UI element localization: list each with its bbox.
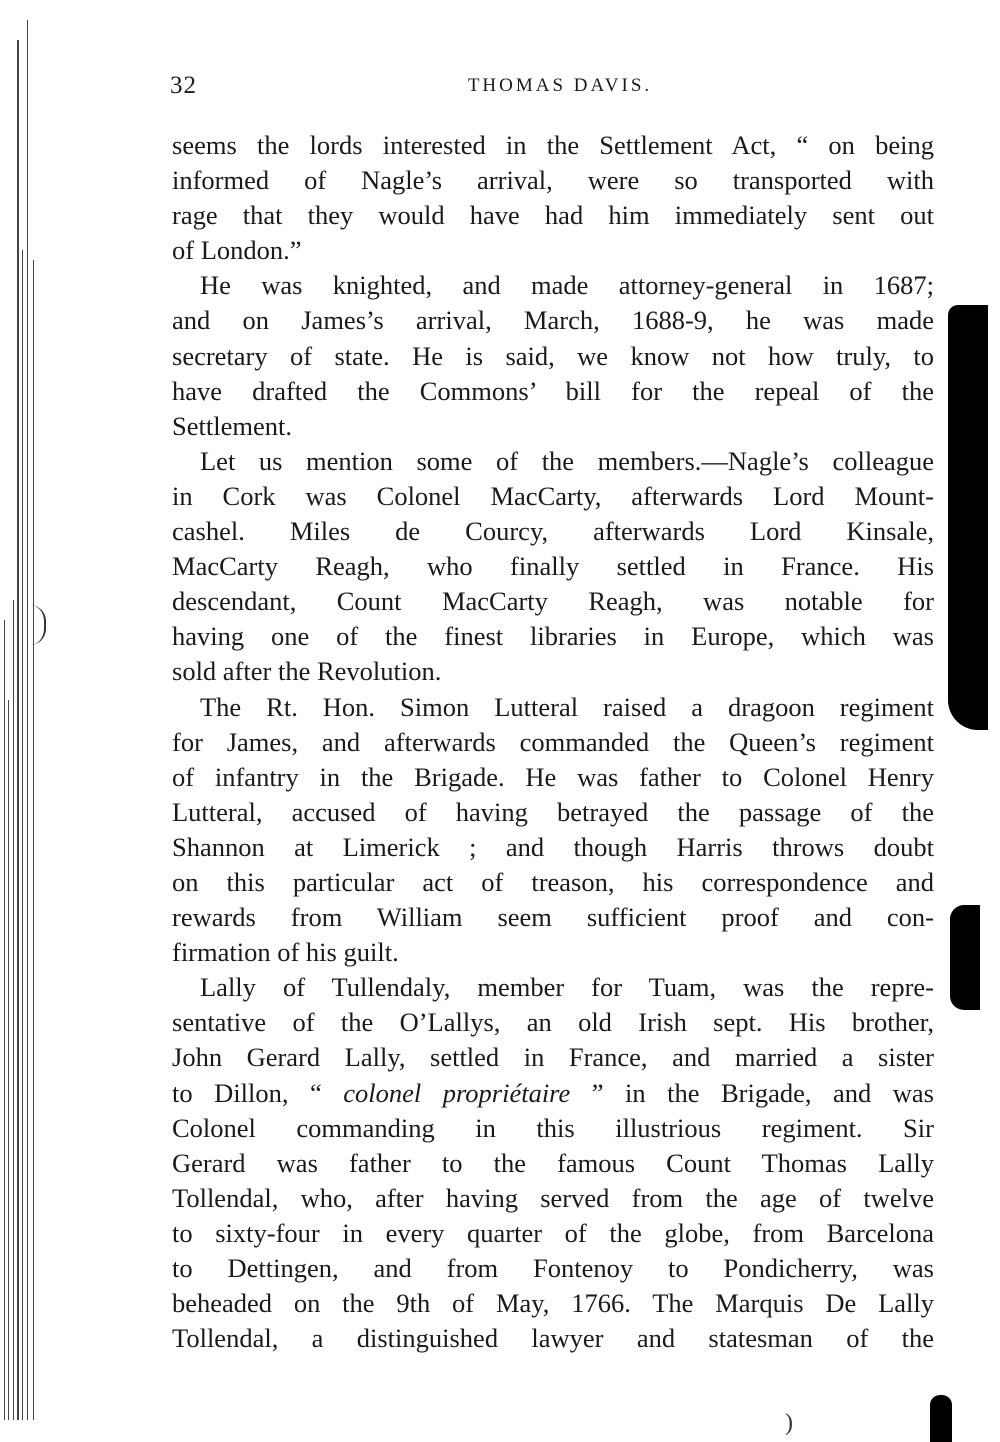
text-line: of London.”	[172, 235, 302, 266]
text-line: Lutteral, accused of having betrayed the passage of the	[172, 796, 934, 827]
text-line: and on James’s arrival, March, 1688-9, he was made	[172, 305, 934, 336]
text-line: rewards from William seem sufficient proof and con-	[172, 902, 934, 933]
stray-mark: )	[785, 1410, 793, 1436]
text-line: seems the lords interested in the Settlement Act, “ on being	[172, 130, 934, 160]
text-line: Gerard was father to the famous Count Thomas Lally	[172, 1147, 934, 1178]
text-line: informed of Nagle’s arrival, were so transported with	[172, 165, 934, 196]
text-line: Colonel commanding in this illustrious regiment. Sir	[172, 1112, 934, 1143]
text-line: Settlement.	[172, 410, 292, 441]
binding-rule	[22, 250, 23, 1420]
text-line: rage that they would have had him immediately sent out	[172, 200, 934, 231]
binding-rule	[8, 700, 9, 1420]
scan-shadow-mark	[930, 1395, 952, 1442]
text-line: The Rt. Hon. Simon Lutteral raised a dragoon regiment	[200, 691, 934, 722]
text-line: Tollendal, who, after having served from the age of twelve	[172, 1182, 934, 1213]
text-line: descendant, Count MacCarty Reagh, was notable for	[172, 586, 934, 617]
text-line: beheaded on the 9th of May, 1766. The Marquis De Lally	[172, 1288, 934, 1319]
text-line: have drafted the Commons’ bill for the repeal of the	[172, 375, 934, 406]
text-line: Shannon at Limerick ; and though Harris throws doubt	[172, 831, 934, 862]
page-header	[170, 72, 930, 108]
text-line: He was knighted, and made attorney-general in 1687;	[200, 270, 934, 301]
running-head: THOMAS DAVIS.	[467, 75, 653, 96]
binding-rule	[13, 600, 14, 1420]
text-line: Tollendal, a distinguished lawyer and statesman of the	[172, 1323, 934, 1354]
body-text	[172, 128, 934, 1356]
text-line: John Gerard Lally, settled in France, and married a sister	[172, 1042, 934, 1073]
text-line: Let us mention some of the members.—Nagle’s colleague	[200, 445, 934, 476]
text-line: having one of the finest libraries in Europe, which was	[172, 621, 934, 652]
text-line: sold after the Revolution.	[172, 656, 442, 687]
text-line: secretary of state. He is said, we know not how truly, to	[172, 340, 934, 371]
text-line: sentative of the O’Lallys, an old Irish sept. His brother,	[172, 1007, 934, 1038]
scan-shadow-mark	[950, 905, 980, 1010]
text-line: to Dillon, “ colonel propriétaire ” in the Brigade, and was	[172, 1077, 934, 1108]
page-number: 32	[170, 72, 197, 99]
text-line: to Dettingen, and from Fontenoy to Pondicherry, was	[172, 1253, 934, 1283]
text-line: to sixty-four in every quarter of the globe, from Barcelona	[172, 1217, 934, 1248]
binding-rule	[4, 620, 5, 1420]
text-line: for James, and afterwards commanded the Queen’s regiment	[172, 726, 934, 757]
text-line: Lally of Tullendaly, member for Tuam, was the repre-	[200, 972, 934, 1003]
binding-edge	[0, 0, 40, 1442]
text-line: of infantry in the Brigade. He was father to Colonel Henry	[172, 761, 934, 792]
text-line: on this particular act of treason, his correspondence and	[172, 866, 934, 897]
binding-rule	[33, 260, 34, 1420]
binding-rule	[27, 20, 28, 1420]
scan-shadow-mark	[948, 305, 988, 730]
text-line: in Cork was Colonel MacCarty, afterwards Lord Mount-	[172, 480, 934, 511]
text-line: cashel. Miles de Courcy, afterwards Lord Kinsale,	[172, 516, 934, 547]
text-line: MacCarty Reagh, who finally settled in France. His	[172, 551, 934, 582]
binding-rule	[17, 40, 19, 1420]
binding-notch	[30, 605, 46, 645]
text-line: firmation of his guilt.	[172, 937, 399, 968]
